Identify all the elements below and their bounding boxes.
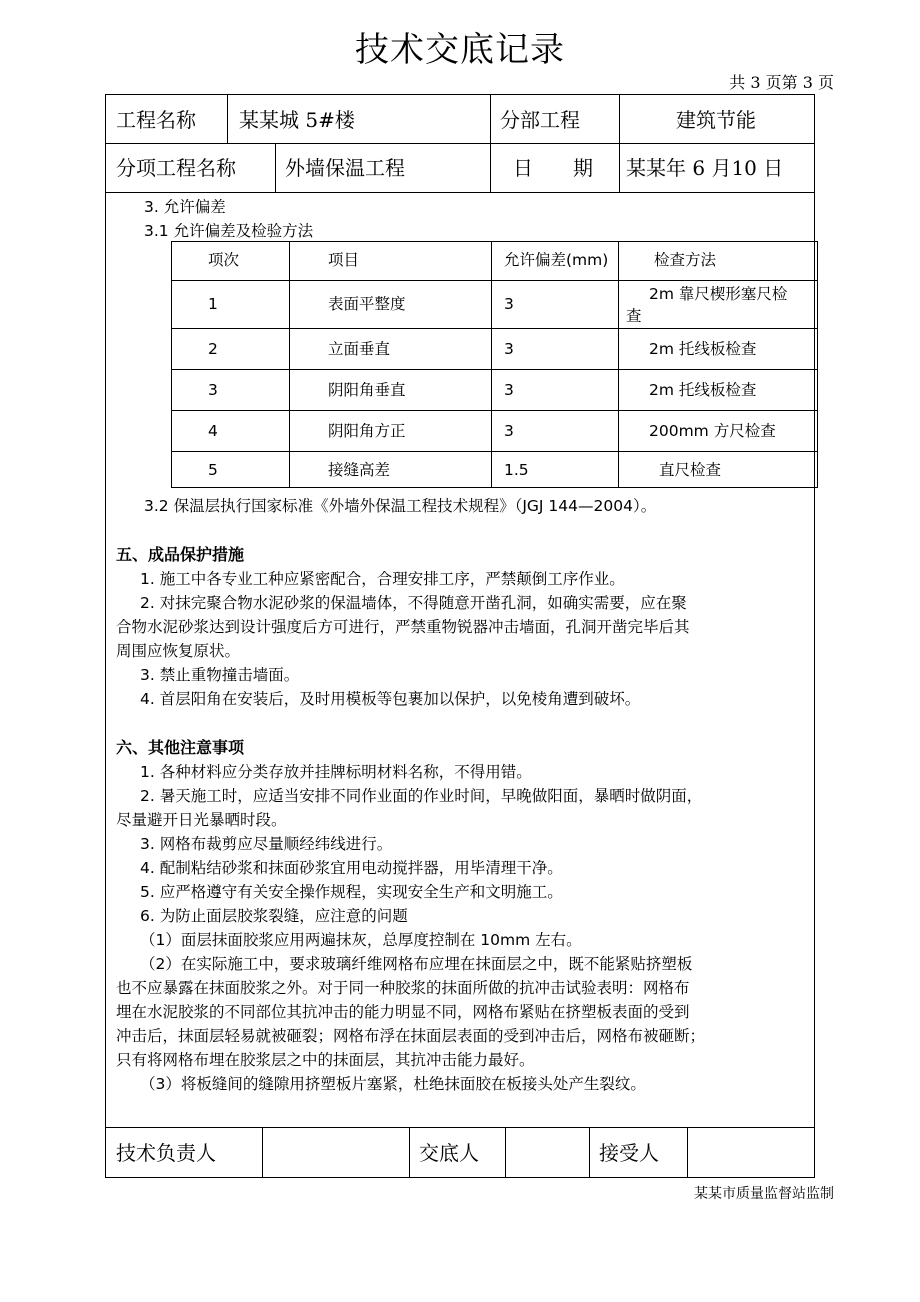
table-cell: 5 [208,461,218,479]
section3-subtitle: 3.1 允许偏差及检验方法 [144,222,314,240]
table-cell: 立面垂直 [328,340,391,358]
section5-line: 合物水泥砂浆达到设计强度后方可进行，严禁重物锐器冲击墙面，孔洞开凿完毕后其 [116,618,690,636]
table-cell: 3 [504,381,514,399]
table-cell: 2m 托线板检查 [649,381,757,399]
discloser-label: 交底人 [419,1141,479,1165]
footer-supervisor: 某某市质量监督站监制 [694,1186,834,1202]
date-value: 某某年 6 月10 日 [626,156,784,180]
table-cell: 4 [208,422,218,440]
section6-line: （1）面层抹面胶浆应用两遍抹灰，总厚度控制在 10mm 左右。 [140,931,582,949]
table-cell: 直尺检查 [659,461,722,479]
table-cell: 3 [504,422,514,440]
table-cell: 阴阳角垂直 [328,381,406,399]
section5-line: 1. 施工中各专业工种应紧密配合，合理安排工序，严禁颠倒工序作业。 [140,570,625,588]
section5-line: 4. 首层阳角在安装后，及时用模板等包裹加以保护，以免棱角遭到破坏。 [140,690,641,708]
section6-line: 1. 各种材料应分类存放并挂牌标明材料名称，不得用错。 [140,763,532,781]
section5-line: 2. 对抹完聚合物水泥砂浆的保温墙体，不得随意开凿孔洞，如确实需要，应在聚 [140,594,687,612]
section6-line: 尽量避开日光暴晒时段。 [116,811,287,829]
table-header-tolerance: 允许偏差(mm) [504,251,609,269]
subitem-value: 外墙保温工程 [285,156,405,180]
section6-line: 冲击后，抹面层轻易就被砸裂；网格布浮在抹面层表面的受到冲击后，网格布被砸断； [116,1027,706,1045]
table-cell: 1 [208,295,218,313]
table-header-item: 项目 [328,251,360,269]
section6-line: 只有将网格布埋在胶浆层之中的抹面层，其抗冲击能力最好。 [116,1051,535,1069]
date-label: 日 期 [513,156,593,180]
section6-line: 埋在水泥胶浆的不同部位其抗冲击的能力明显不同，网格布紧贴在挤塑板表面的受到 [116,1003,690,1021]
col-divider [490,95,491,192]
table-cell: 3 [208,381,218,399]
table-cell: 阴阳角方正 [328,422,406,440]
section5-line: 周围应恢复原状。 [116,642,241,660]
table-cell: 2m 托线板检查 [649,340,757,358]
table-cell: 接缝高差 [328,461,391,479]
section3-title: 3. 允许偏差 [144,198,226,216]
division-value: 建筑节能 [676,108,756,132]
receiver-label: 接受人 [599,1141,659,1165]
table-cell: 2m 靠尺楔形塞尺检 [649,285,788,303]
document-title: 技术交底记录 [355,30,565,70]
row-divider [106,192,814,193]
col-divider [227,95,228,143]
section6-line: 6. 为防止面层胶浆裂缝，应注意的问题 [140,907,408,925]
table-header-method: 检查方法 [654,251,717,269]
table-cell: 查 [626,307,642,325]
record-form [105,94,815,1178]
section6-heading: 六、其他注意事项 [116,738,245,757]
page-number: 共 3 页第 3 页 [729,73,834,92]
col-divider [589,1127,590,1177]
section6-line: 也不应暴露在抹面胶浆之外。对于同一种胶浆的抹面所做的抗冲击试验表明：网格布 [116,979,690,997]
col-divider [687,1127,688,1177]
section5-line: 3. 禁止重物撞击墙面。 [140,666,300,684]
subitem-label: 分项工程名称 [116,156,236,180]
tech-lead-label: 技术负责人 [116,1141,216,1165]
project-name-label: 工程名称 [116,108,196,132]
col-divider [409,1127,410,1177]
section6-line: 2. 暑天施工时，应适当安排不同作业面的作业时间，早晚做阳面，暴晒时做阴面， [140,787,703,805]
table-header-no: 项次 [208,251,240,269]
project-name-value: 某某城 5#楼 [239,108,355,132]
col-divider [275,143,276,192]
section6-line: 3. 网格布裁剪应尽量顺经纬线进行。 [140,835,393,853]
table-cell: 3 [504,340,514,358]
section6-line: （2）在实际施工中，要求玻璃纤维网格布应埋在抹面层之中，既不能紧贴挤塑板 [140,955,693,973]
col-divider [505,1127,506,1177]
table-cell: 1.5 [504,461,529,479]
col-divider [619,95,620,192]
section6-line: （3）将板缝间的缝隙用挤塑板片塞紧，杜绝抹面胶在板接头处产生裂纹。 [140,1075,646,1093]
tolerance-table [171,241,818,488]
row-divider [106,1127,814,1128]
row-divider [106,143,814,144]
table-cell: 2 [208,340,218,358]
section6-line: 5. 应严格遵守有关安全操作规程，实现安全生产和文明施工。 [140,883,563,901]
col-divider [262,1127,263,1177]
table-cell: 200mm 方尺检查 [649,422,776,440]
table-cell: 表面平整度 [328,295,406,313]
section5-heading: 五、成品保护措施 [116,545,245,564]
section6-line: 4. 配制粘结砂浆和抹面砂浆宜用电动搅拌器，用毕清理干净。 [140,859,563,877]
division-label: 分部工程 [500,108,580,132]
section3-note: 3.2 保温层执行国家标准《外墙外保温工程技术规程》（JGJ 144—2004）。 [144,497,657,515]
table-cell: 3 [504,295,514,313]
